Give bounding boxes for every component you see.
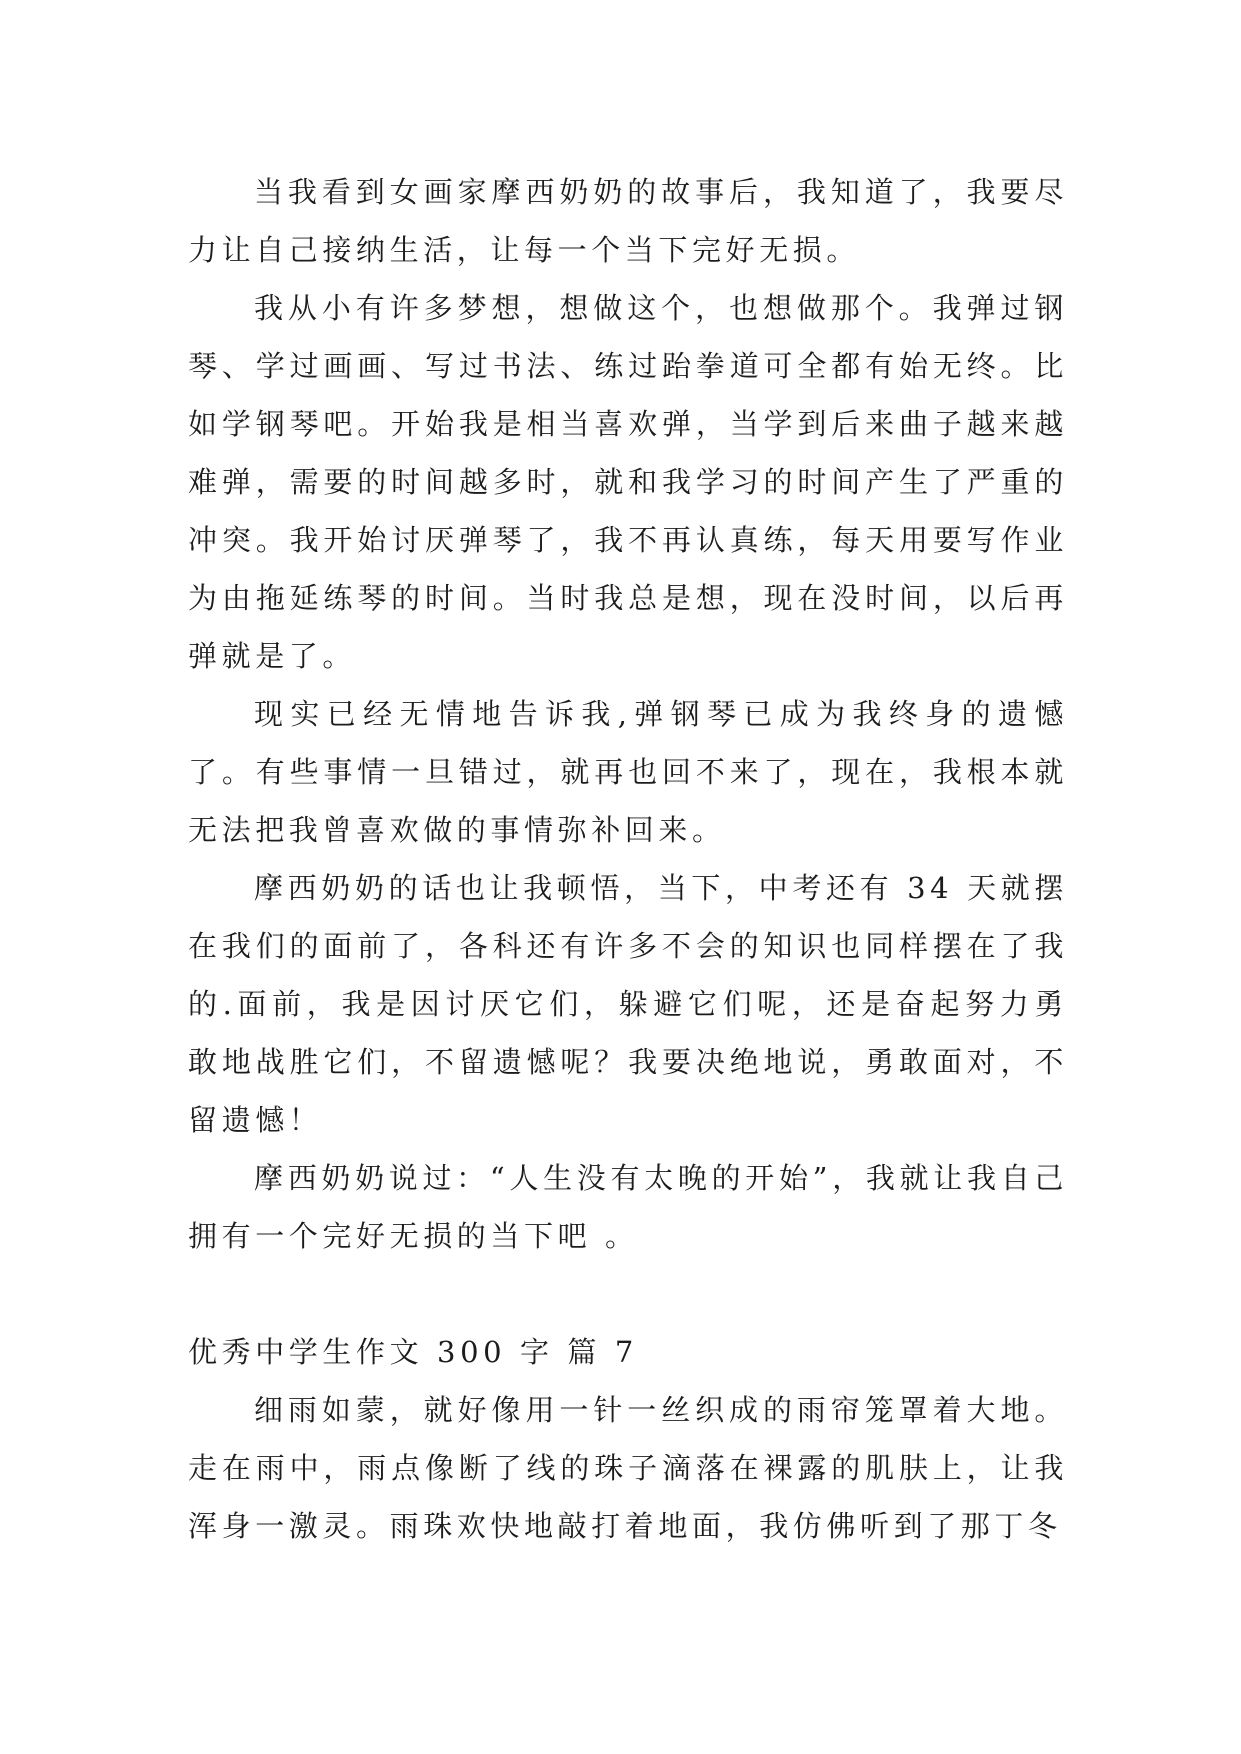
paragraph: 当我看到女画家摩西奶奶的故事后，我知道了，我要尽力让自己接纳生活，让每一个当下完好无损。	[188, 175, 1068, 267]
paragraph: 现实已经无情地告诉我,弹钢琴已成为我终身的遗憾了。有些事情一旦错过，就再也回不来了，现在，我根本就无法把我曾喜欢做的事情弥补回来。	[188, 697, 1068, 847]
paragraph: 我从小有许多梦想，想做这个，也想做那个。我弹过钢琴、学过画画、写过书法、练过跆拳道可全都有始无终。比如学钢琴吧。开始我是相当喜欢弹，当学到后来曲子越来越难弹，需要的时间越多时，就和我学习的时间产生了严重的冲突。我开始讨厌弹琴了，我不再认真练，每天用要写作业为由拖延练琴的时间。当时我总是想，现在没时间，以后再弹就是了。	[188, 291, 1068, 673]
paragraph: 摩西奶奶说过：“人生没有太晚的开始”，我就让我自己拥有一个完好无损的当下吧 。	[188, 1161, 1068, 1253]
section-heading: 优秀中学生作文 300 字 篇 7	[188, 1335, 638, 1369]
paragraph: 细雨如蒙，就好像用一针一丝织成的雨帘笼罩着大地。走在雨中，雨点像断了线的珠子滴落在裸露的肌肤上，让我浑身一激灵。雨珠欢快地敲打着地面，我仿佛听到了那丁冬	[188, 1393, 1068, 1543]
paragraph: 摩西奶奶的话也让我顿悟，当下，中考还有 34 天就摆在我们的面前了，各科还有许多不会的知识也同样摆在了我的.面前，我是因讨厌它们，躲避它们呢，还是奋起努力勇敢地战胜它们，不留遗憾呢？我要决绝地说，勇敢面对，不留遗憾！	[188, 871, 1068, 1137]
body-text	[188, 163, 1068, 1555]
